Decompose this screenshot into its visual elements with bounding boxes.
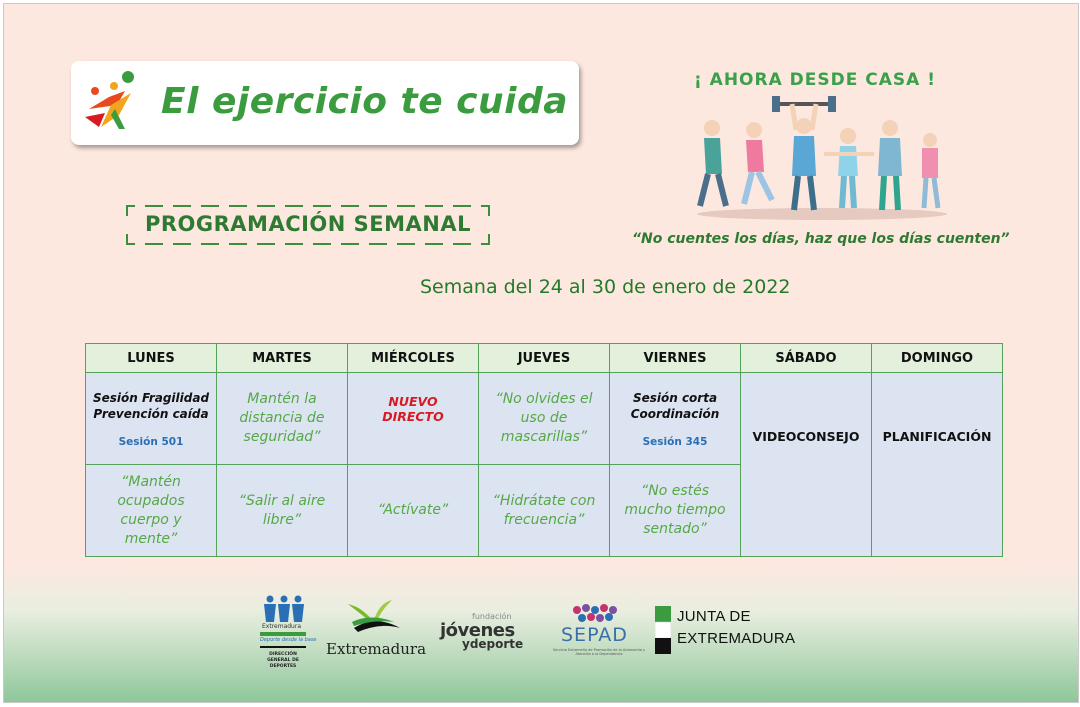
cell-viernes-1 [610,373,741,465]
weekly-schedule-table [85,343,1003,557]
live-badge-line: DIRECTO [382,408,444,424]
extremadura-tourism-name: Extremadura [326,640,427,658]
junta-extremadura-logo [655,606,796,658]
sunday-activity: PLANIFICACIÓN [882,429,992,444]
cell-jueves-2 [479,465,610,557]
flag-icon [655,606,671,656]
dots-cluster-icon [557,604,643,626]
green-bar-icon [260,632,306,636]
session-title: Prevención caída [93,406,209,421]
day-header-sabado: SÁBADO [741,344,872,373]
cell-martes-2 [217,465,348,557]
title-banner [71,61,579,145]
tip-text: “Hidrátate con frecuencia” [492,492,596,528]
day-header-miercoles: MIÉRCOLES [348,344,479,373]
tip-text: Mantén la distancia de seguridad” [239,391,325,445]
day-header-lunes: LUNES [86,344,217,373]
cell-lunes-2 [86,465,217,557]
weekly-program-title: PROGRAMACIÓN SEMANAL [144,212,471,236]
extremadura-tourism-logo [324,598,427,660]
week-range: Semana del 24 al 30 de enero de 2022 [420,276,791,298]
live-badge-line: NUEVO [388,393,438,409]
weekly-program-label [125,202,491,248]
sponsor-logos [4,592,1078,702]
fundacion-label: fundación [472,612,512,621]
people-group-icon [258,594,310,624]
junta-line-1: JUNTA DE [677,608,751,625]
day-header-jueves: JUEVES [479,344,610,373]
extremadura-sports-tagline: Deporte desde la base [260,637,317,643]
tip-text: “No olvides el uso de mascarillas” [495,391,593,445]
session-title: Sesión corta [632,390,718,405]
sepad-name: SEPAD [561,624,628,646]
extremadura-sports-dept: DIRECCIÓN GENERAL DE DEPORTES [267,652,299,669]
tip-text: “Mantén ocupados cuerpo y mente” [117,473,185,547]
cell-lunes-1 [86,373,217,465]
junta-line-2: EXTREMADURA [677,630,796,647]
poster [3,3,1079,703]
leaf-swoosh-icon [324,598,420,638]
session-number: Sesión 345 [642,435,708,448]
motivational-quote: “No cuentes los días, haz que los días cuenten” [632,231,1010,247]
cell-jueves-1 [479,373,610,465]
session-title: Coordinación [630,406,720,421]
table-header-row [86,344,1003,373]
tip-text: “Actívate” [377,502,449,518]
cell-domingo [872,373,1003,557]
sepad-subtitle: Servicio Extremeño de Promoción de la Autonomía y Atención a la Dependencia [552,648,646,656]
fundacion-jovenes-deporte-logo [438,612,538,652]
runner-logo-icon [81,69,141,135]
day-header-viernes: VIERNES [610,344,741,373]
cell-miercoles-1 [348,373,479,465]
cell-sabado [741,373,872,557]
extremadura-sports-name: Extremadura [262,623,301,630]
session-number: Sesión 501 [118,435,184,448]
ydeporte-label: ydeporte [462,637,524,651]
session-title: Sesión Fragilidad [92,390,210,405]
poster-title: El ejercicio te cuida [161,81,569,122]
jovenes-label: jóvenes [440,620,515,641]
sepad-logo [552,604,646,660]
tip-text: “Salir al aire libre” [238,492,326,528]
saturday-activity: VIDEOCONSEJO [752,429,860,444]
day-header-martes: MARTES [217,344,348,373]
tip-text: “No estés mucho tiempo sentado” [624,483,726,537]
black-bar-icon [260,646,306,648]
cell-martes-1 [217,373,348,465]
day-header-domingo: DOMINGO [872,344,1003,373]
table-row [86,373,1003,465]
extremadura-sports-logo [258,594,317,669]
cell-miercoles-2 [348,465,479,557]
now-from-home-label: ¡ AHORA DESDE CASA ! [694,70,936,90]
live-badge [354,394,472,424]
seniors-exercising-illustration [692,96,952,222]
cell-viernes-2 [610,465,741,557]
